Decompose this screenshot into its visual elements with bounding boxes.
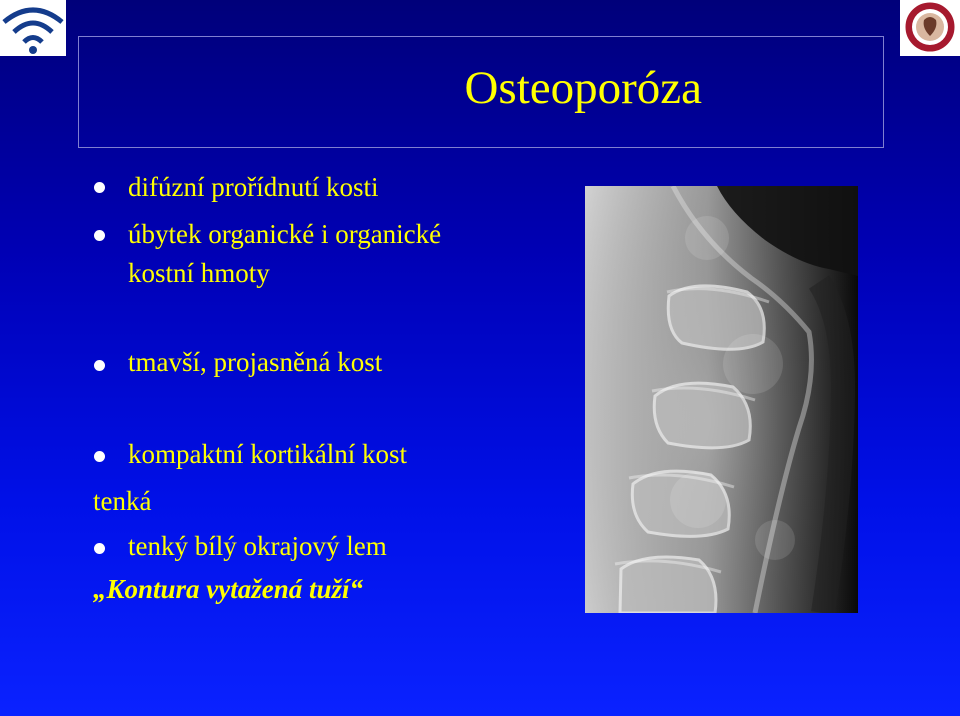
bullet-item: difúzní prořídnutí kosti [128,172,379,202]
bullet-dot [94,360,105,371]
bullet-dot [94,230,105,241]
bullet-item: úbytek organické i organické [128,219,442,249]
bullet-dot [94,451,105,462]
text-line: tenká [93,486,152,516]
wifi-logo-icon [0,0,66,56]
slide-title: Osteoporóza [464,62,702,114]
bullet-item: tenký bílý okrajový lem [128,531,387,561]
bullet-dot [94,543,105,554]
bullet-item: kompaktní kortikální kost [128,439,407,469]
spine-xray-image [585,186,858,613]
university-seal-icon [900,0,960,56]
bullet-item: tmavší, projasněná kost [128,347,383,377]
bullet-continuation: kostní hmoty [128,258,270,288]
bullet-dot [94,182,105,193]
emphasis-line: „Kontura vytažená tuží“ [93,574,364,604]
